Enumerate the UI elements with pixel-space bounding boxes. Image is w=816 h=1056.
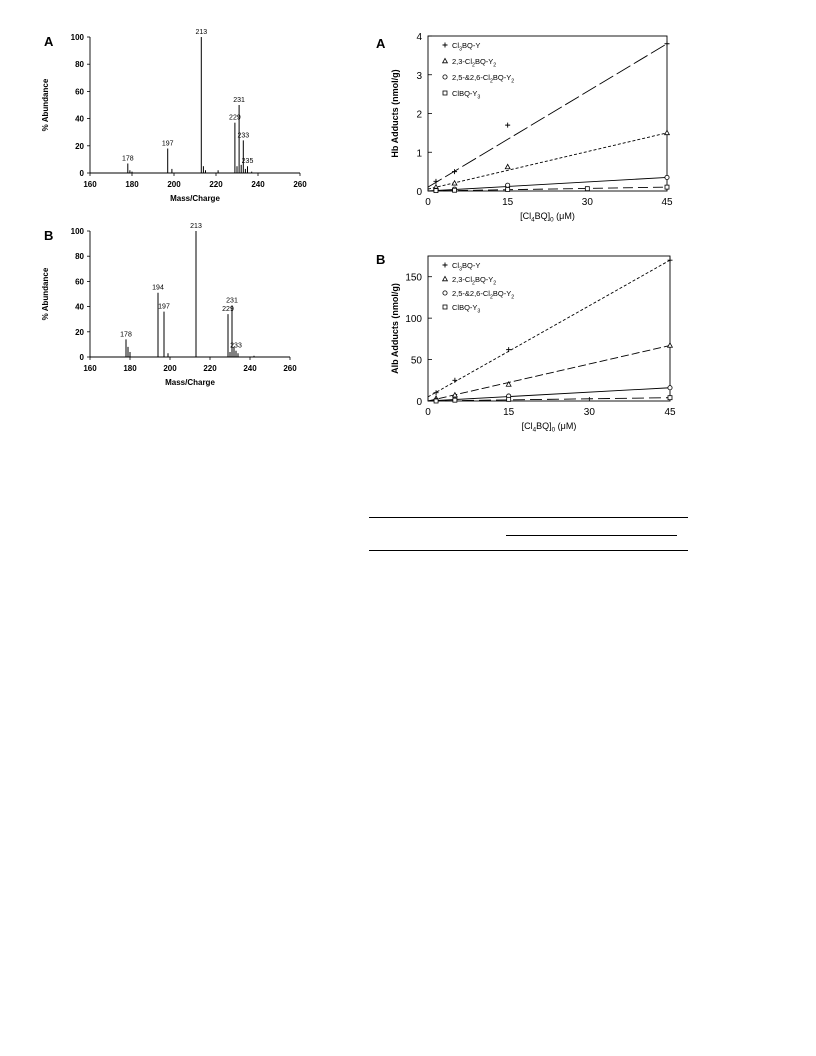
y-axis-label: % Abundance [41, 267, 50, 321]
panel-label: A [44, 34, 54, 49]
y-tick-label: 40 [75, 114, 84, 124]
peak-label: 233 [230, 342, 242, 350]
x-tick-label: 200 [167, 180, 181, 189]
y-tick-label: 20 [75, 327, 84, 337]
y-tick-label: 0 [416, 187, 422, 198]
x-tick-label: 260 [283, 364, 297, 373]
peak-label: 229 [222, 306, 234, 314]
legend-label: ClBQ-$Y_3$ [452, 303, 481, 315]
x-tick-label: 30 [581, 197, 593, 208]
data-point [506, 347, 511, 352]
x-tick-label: 180 [123, 364, 137, 373]
legend-label: $Cl_3BQ-Y$ [452, 41, 481, 53]
peak-label: 194 [152, 284, 164, 292]
y-tick-label: 100 [70, 33, 84, 42]
data-point [668, 386, 672, 390]
peak-label: 233 [237, 132, 250, 140]
y-tick-label: 40 [75, 302, 84, 312]
y-tick-label: 100 [405, 314, 422, 326]
legend-marker [443, 276, 448, 280]
x-tick-label: 200 [163, 364, 177, 373]
x-tick-label: 0 [425, 407, 431, 418]
y-tick-label: 20 [75, 141, 84, 151]
panel-label: B [376, 252, 386, 267]
data-point [668, 343, 673, 347]
y-tick-label: 50 [410, 355, 422, 367]
x-tick-label: 15 [503, 407, 515, 418]
data-point [452, 378, 457, 383]
x-tick-label: 15 [502, 197, 514, 208]
table-header-bottom-rule [369, 550, 688, 551]
y-axis-label: Alb Adducts (nmol/g) [390, 283, 400, 374]
y-tick-label: 2 [416, 109, 422, 121]
x-tick-label: 0 [425, 197, 431, 208]
table-top-rule [369, 517, 688, 518]
peak-label: 197 [158, 303, 170, 311]
x-tick-label: 260 [293, 180, 307, 189]
x-tick-label: 240 [251, 180, 265, 189]
peak-label: 178 [120, 331, 132, 339]
y-tick-label: 100 [70, 227, 84, 236]
y-tick-label: 60 [75, 277, 84, 287]
legend-label: ClBQ-$Y_3$ [452, 89, 481, 101]
y-tick-label: 80 [75, 252, 84, 262]
x-tick-label: 30 [583, 407, 595, 418]
y-tick-label: 60 [75, 87, 84, 97]
y-tick-label: 1 [416, 148, 422, 160]
y-tick-label: 150 [405, 272, 422, 284]
x-axis-label: Mass/Charge [170, 194, 220, 203]
y-tick-label: 80 [75, 60, 84, 70]
x-axis-label: $[Cl_4BQ]_0$ (μM) [520, 211, 575, 224]
peak-label: 235 [241, 158, 254, 166]
x-axis-label: Mass/Charge [165, 378, 215, 387]
y-tick-label: 4 [416, 32, 422, 43]
x-tick-label: 220 [203, 364, 217, 373]
data-point [668, 258, 673, 263]
x-tick-label: 240 [243, 364, 257, 373]
panel-label: B [44, 228, 54, 243]
panel-label: A [376, 36, 386, 51]
peak-label: 197 [161, 140, 174, 148]
fit-line [428, 345, 670, 401]
data-point [453, 398, 457, 402]
legend-label: $2,5-\&2,6-Cl_2BQ-Y_2$ [452, 73, 515, 85]
data-point [507, 397, 511, 401]
x-tick-label: 220 [209, 180, 223, 189]
legend-label: $2,3-Cl_2BQ-Y_2$ [452, 57, 497, 69]
x-axis-label: $[Cl_4BQ]_0$ (μM) [521, 421, 577, 434]
y-tick-label: 0 [416, 397, 422, 408]
peak-label: 178 [121, 155, 134, 163]
data-point [434, 399, 438, 403]
x-tick-label: 160 [83, 180, 97, 189]
y-tick-label: 0 [79, 169, 84, 178]
legend-label: $2,3-Cl_2BQ-Y_2$ [452, 275, 497, 287]
legend-marker [443, 305, 447, 309]
table-subheader-rule [506, 535, 677, 536]
y-axis-label: Hb Adducts (nmol/g) [390, 69, 400, 158]
x-tick-label: 160 [83, 364, 97, 373]
legend-marker [443, 291, 447, 295]
legend-label: $2,5-\&2,6-Cl_2BQ-Y_2$ [452, 289, 515, 301]
y-tick-label: 0 [79, 353, 84, 362]
x-tick-label: 45 [664, 407, 676, 418]
peak-label: 231 [226, 297, 238, 305]
data-point [668, 396, 672, 400]
x-tick-label: 180 [125, 180, 139, 189]
peak-label: 231 [233, 97, 245, 104]
peak-label: 213 [190, 223, 202, 230]
peak-label: 213 [195, 29, 208, 36]
legend-marker [443, 263, 448, 268]
peak-label: 229 [229, 114, 241, 122]
y-tick-label: 3 [416, 70, 422, 82]
x-tick-label: 45 [661, 197, 673, 208]
y-axis-label: % Abundance [41, 78, 50, 132]
legend-label: $Cl_3BQ-Y$ [452, 261, 481, 273]
